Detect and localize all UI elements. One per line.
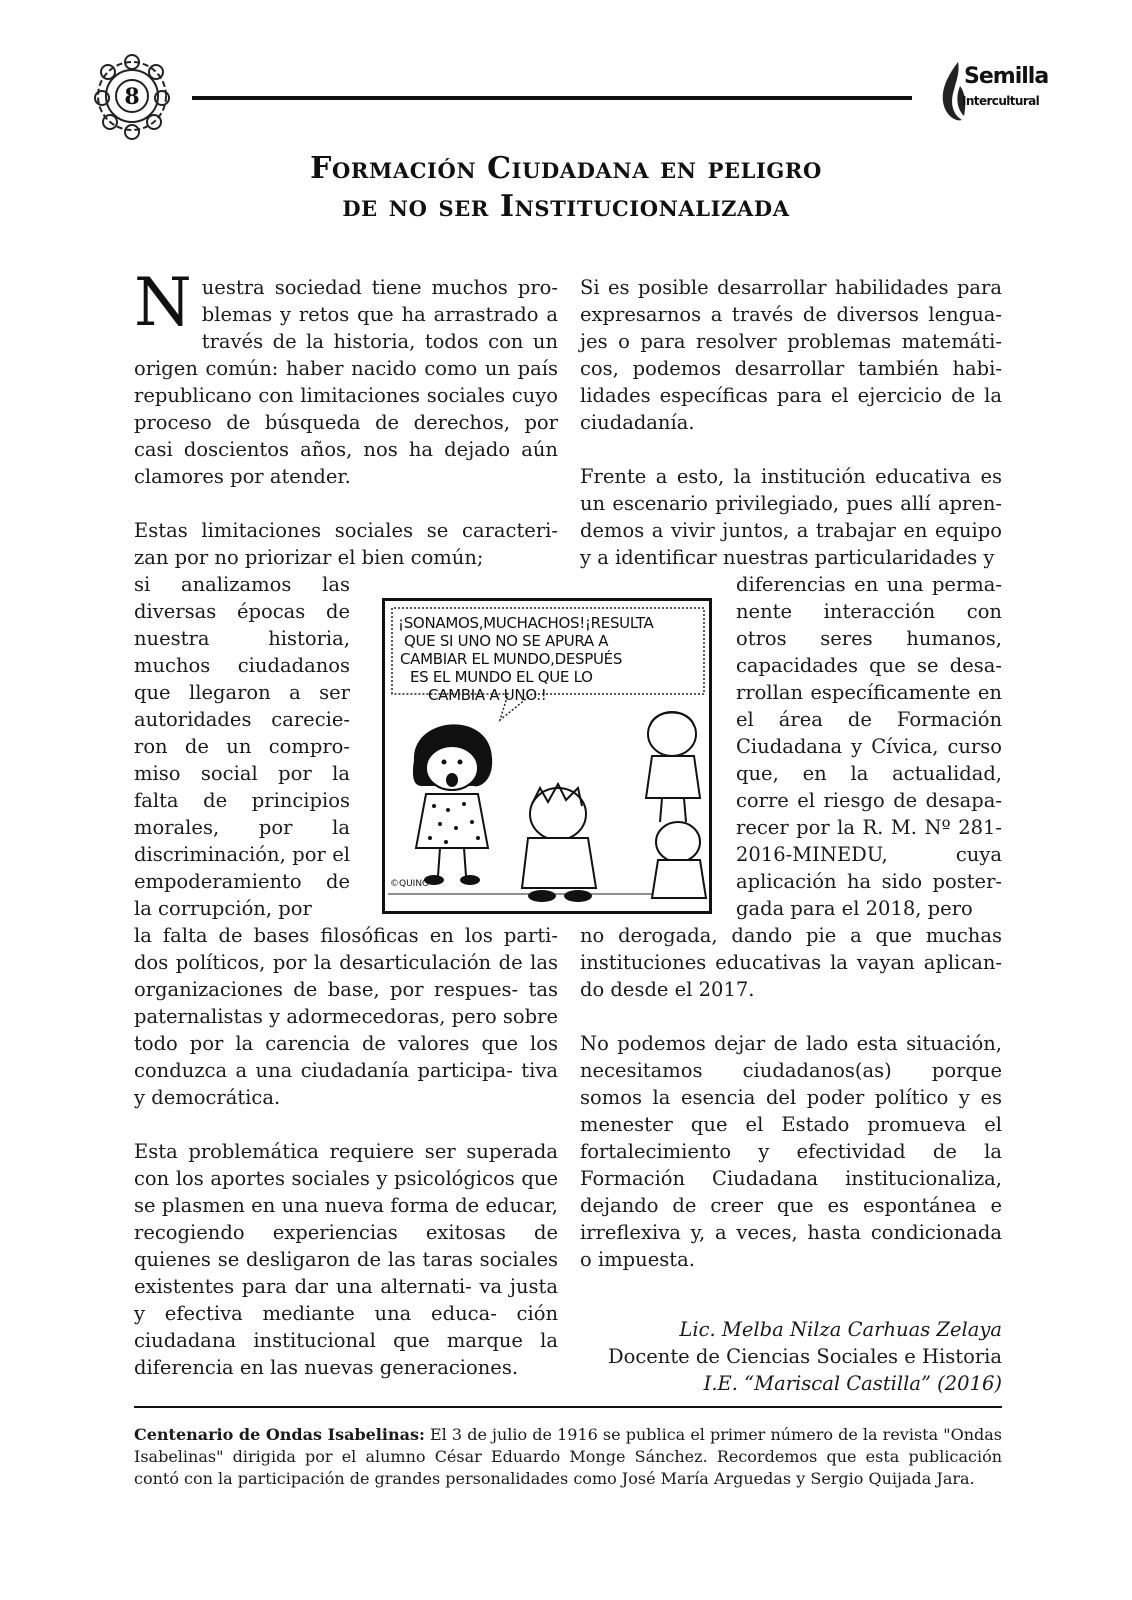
author-name: Lic. Melba Nilza Carhuas Zelaya bbox=[679, 1318, 1002, 1341]
footnote-rule bbox=[134, 1406, 1002, 1408]
footnote-label: Centenario de Ondas Isabelinas: bbox=[134, 1425, 425, 1444]
footnote-text: El 3 de julio de 1916 se publica el primer número de la revista "Ondas Isabelinas" dirigida por el alumno César Eduardo Monge Sánchez. Recordemos que esta publicación contó con la participación de grandes personalidades como José María Arguedas y Sergio Quijada Jara. bbox=[134, 1425, 1003, 1488]
title-line-2: de no ser Institucionalizada bbox=[342, 189, 790, 224]
mafalda-comic bbox=[382, 598, 712, 914]
title-line-1: Formación Ciudadana en peligro bbox=[310, 151, 822, 186]
author-role: Docente de Ciencias Sociales e Historia bbox=[607, 1345, 1002, 1368]
column-1-wrap bbox=[134, 571, 350, 922]
header-rule bbox=[192, 96, 912, 100]
speech-line-3: CAMBIAR EL MUNDO,DESPUÉS bbox=[400, 650, 623, 668]
comic-signature: ©QUINO bbox=[390, 879, 430, 889]
column-2-wrap bbox=[736, 571, 1002, 922]
paragraph-4: Si es posible desarrollar habilidades para expresarnos a través de diversos lengua- jes o para resolver problemas matemáti- cos, podemos desarrollar también habi- lidades específicas para el ejercicio de la ciudadanía. bbox=[580, 276, 1002, 434]
paragraph-5-rest: no derogada, dando pie a que muchas instituciones educativas la vayan aplican- do desde el 2017. bbox=[580, 924, 1002, 1001]
logo-subtitle: Intercultural bbox=[962, 94, 1040, 108]
page-number: 8 bbox=[124, 84, 140, 110]
paragraph-2-wrap: si analizamos las diversas épocas de nuestra historia, muchos ciudadanos que llegaron a ser autoridades carecie- ron de un compro- miso social por la falta de principios morales, por la discriminación, por el empoderamiento de la corrupción, por bbox=[134, 573, 350, 920]
speech-line-5: CAMBIA A UNO.! bbox=[428, 686, 547, 704]
speech-line-2: QUE SI UNO NO SE APURA A bbox=[404, 632, 609, 650]
semilla-logo bbox=[938, 58, 1050, 128]
article-title bbox=[140, 150, 992, 226]
paragraph-2-rest: la falta de bases filosóficas en los parti- dos políticos, por la desarticulación de las organizaciones de base, por respues- tas paternalistas y adormecedoras, pero sobre todo por la carencia de valores que los conduzca a una ciudadanía participa- tiva y democrática. bbox=[134, 924, 558, 1109]
page-number-badge bbox=[92, 52, 172, 148]
paragraph-6: No podemos dejar de lado esta situación, necesitamos ciudadanos(as) porque somos la esencia del poder político y es menester que el Estado promueva el fortalecimiento y efectividad de la Formación Ciudadana institucionaliza, dejando de creer que es espontánea e irreflexiva y, a veces, hasta condicionada o impuesta. bbox=[580, 1032, 1002, 1271]
paragraph-1: Nuestra sociedad tiene muchos pro- blemas y retos que ha arrastrado a través de la historia, todos con un origen común: haber nacido como un país republicano con limitaciones sociales cuyo proceso de búsqueda de derechos, por casi doscientos años, nos ha dejado aún clamores por atender. bbox=[134, 264, 558, 488]
column-1-bottom bbox=[134, 922, 558, 1381]
paragraph-2-lead: Estas limitaciones sociales se caracteri- zan por no priorizar el bien común; bbox=[134, 519, 558, 569]
speech-line-1: ¡SONAMOS,MUCHACHOS!¡RESULTA bbox=[398, 614, 654, 632]
author-school: I.E. “Mariscal Castilla” (2016) bbox=[703, 1372, 1002, 1395]
column-2-top bbox=[580, 274, 1002, 571]
footnote bbox=[134, 1424, 1002, 1490]
speech-line-4: ES EL MUNDO EL QUE LO bbox=[410, 668, 593, 686]
drop-cap: N bbox=[134, 264, 192, 341]
paragraph-5-lead: Frente a esto, la institución educativa es un escenario privilegiado, pues allí apren- demos a vivir juntos, a trabajar en equipo y a identificar nuestras particularidades y bbox=[580, 465, 1002, 569]
paragraph-5-wrap: diferencias en una perma- nente interacción con otros seres humanos, capacidades que se desa- rrollan específicamente en el área de Formación Ciudadana y Cívica, curso que, en la actualidad, corre el riesgo de desapa- recer por la R. M. Nº 281-2016-MINEDU, cuya aplicación ha sido poster- gada para el 2018, pero bbox=[736, 573, 1002, 920]
column-2-bottom bbox=[580, 922, 1002, 1273]
logo-name: Semilla bbox=[964, 64, 1049, 89]
paragraph-3: Esta problemática requiere ser superada con los aportes sociales y psicológicos que se plasmen en una nueva forma de educar, recogiendo experiencias exitosas de quienes se desligaron de las taras sociales existentes para dar una alternati- va justa y efectiva mediante una educa- ción ciudadana institucional que marque la diferencia en las nuevas generaciones. bbox=[134, 1140, 558, 1379]
column-1-top bbox=[134, 264, 558, 571]
author-signature bbox=[560, 1316, 1002, 1397]
